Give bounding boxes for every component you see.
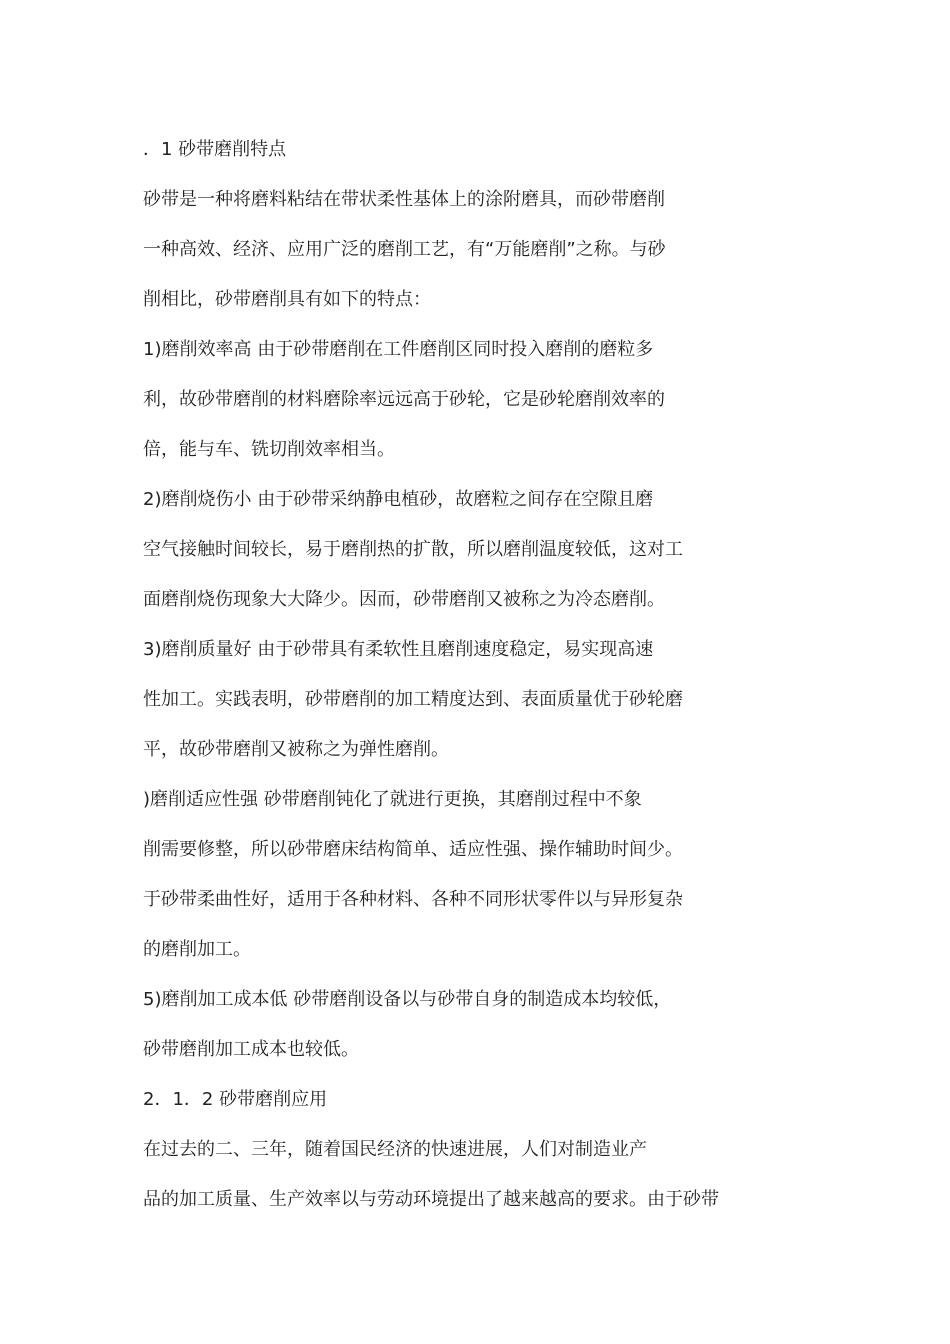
paragraph-line: 利，故砂带磨削的材料磨除率远远高于砂轮，它是砂轮磨削效率的 [143,389,665,410]
paragraph-line: 平，故砂带磨削又被称之为弹性磨削。 [143,739,449,760]
paragraph-line: 1)磨削效率高 由于砂带磨削在工件磨削区同时投入磨削的磨粒多 [143,339,654,360]
paragraph-line: )磨削适应性强 砂带磨削钝化了就进行更换，其磨削过程中不象 [143,789,642,810]
paragraph-line: 一种高效、经济、应用广泛的磨削工艺，有“万能磨削”之称。与砂 [143,239,666,260]
paragraph-line: 削需要修整，所以砂带磨床结构简单、适应性强、操作辅助时间少。 [143,839,683,860]
paragraph-line: 面磨削烧伤现象大大降少。因而，砂带磨削又被称之为冷态磨削。 [143,589,665,610]
paragraph-line: 3)磨削质量好 由于砂带具有柔软性且磨削速度稳定，易实现高速 [143,639,654,660]
paragraph-line: 削相比，砂带磨削具有如下的特点： [143,289,431,310]
section-heading: 2．1．2 砂带磨削应用 [143,1089,328,1110]
paragraph-line: 5)磨削加工成本低 砂带磨削设备以与砂带自身的制造成本均较低， [143,989,672,1010]
paragraph-line: 砂带磨削加工成本也较低。 [143,1039,359,1060]
paragraph-line: 倍，能与车、铣切削效率相当。 [143,439,395,460]
paragraph-line: 的磨削加工。 [143,939,251,960]
paragraph-line: 空气接触时间较长，易于磨削热的扩散，所以磨削温度较低，这对工 [143,539,683,560]
paragraph-line: 品的加工质量、生产效率以与劳动环境提出了越来越高的要求。由于砂带 [143,1189,719,1210]
paragraph-line: 在过去的二、三年，随着国民经济的快速进展，人们对制造业产 [143,1139,647,1160]
paragraph-line: 砂带是一种将磨料粘结在带状柔性基体上的涂附磨具，而砂带磨削 [143,189,665,210]
paragraph-line: 性加工。实践表明，砂带磨削的加工精度达到、表面质量优于砂轮磨 [143,689,683,710]
paragraph-line: 2)磨削烧伤小 由于砂带采纳静电植砂，故磨粒之间存在空隙且磨 [143,489,654,510]
paragraph-line: 于砂带柔曲性好，适用于各种材料、各种不同形状零件以与异形复杂 [143,889,683,910]
section-heading: ．1 砂带磨削特点 [143,139,287,160]
